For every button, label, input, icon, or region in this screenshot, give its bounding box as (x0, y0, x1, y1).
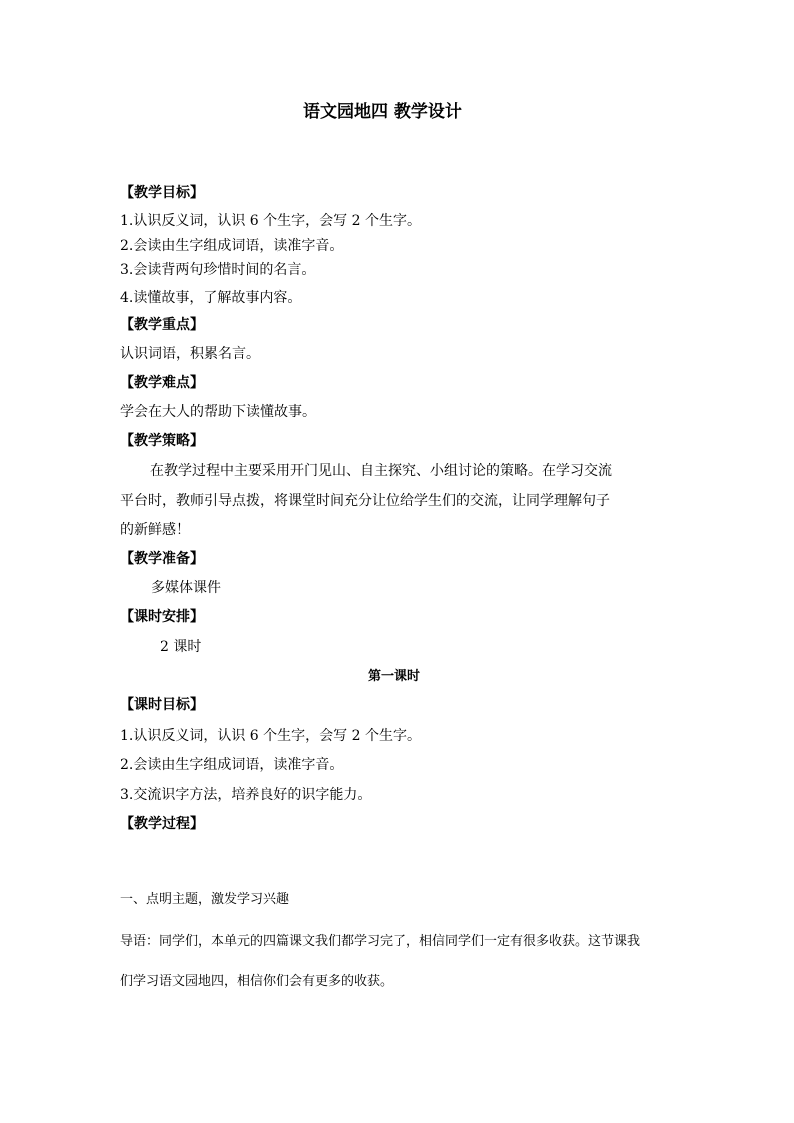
section-heading-process: 【教学过程】 (120, 816, 204, 832)
goal-item: 4.读懂故事，了解故事内容。 (120, 290, 302, 306)
process-step-heading: 一、点明主题，激发学习兴趣 (120, 892, 290, 907)
goal-item: 1.认识反义词，认识 6 个生字，会写 2 个生字。 (120, 213, 421, 229)
section-heading-preparation: 【教学准备】 (120, 551, 204, 567)
strategy-line: 在教学过程中主要采用开门见山、自主探究、小组讨论的策略。在学习交流 (150, 463, 612, 479)
schedule-text: 2 课时 (160, 639, 202, 655)
section-heading-schedule: 【课时安排】 (120, 609, 204, 625)
goal-item: 2.会读由生字组成词语，读准字音。 (120, 238, 344, 254)
key-points-text: 认识词语，积累名言。 (120, 346, 260, 362)
strategy-line: 平台时，教师引导点拨，将课堂时间充分让位给学生们的交流，让同学理解句子 (120, 493, 610, 509)
goal-item: 3.会读背两句珍惜时间的名言。 (120, 262, 316, 278)
section-heading-key-points: 【教学重点】 (120, 317, 204, 333)
section-heading-goals: 【教学目标】 (120, 185, 204, 201)
lesson-goal-item: 3.交流识字方法，培养良好的识字能力。 (120, 787, 372, 803)
section-heading-lesson-goals: 【课时目标】 (120, 697, 204, 713)
section-heading-strategy: 【教学策略】 (120, 433, 204, 449)
strategy-line: 的新鲜感！ (120, 522, 190, 538)
lesson-goal-item: 1.认识反义词，认识 6 个生字，会写 2 个生字。 (120, 728, 421, 744)
lesson-title: 第一课时 (368, 669, 421, 684)
intro-line: 导语：同学们，本单元的四篇课文我们都学习完了，相信同学们一定有很多收获。这节课我 (120, 934, 641, 949)
section-heading-difficulties: 【教学难点】 (120, 375, 204, 391)
difficulties-text: 学会在大人的帮助下读懂故事。 (120, 404, 316, 420)
page-title: 语文园地四 教学设计 (303, 102, 462, 122)
preparation-text: 多媒体课件 (151, 580, 221, 596)
lesson-goal-item: 2.会读由生字组成词语，读准字音。 (120, 757, 344, 773)
intro-line: 们学习语文园地四，相信你们会有更多的收获。 (120, 974, 394, 989)
